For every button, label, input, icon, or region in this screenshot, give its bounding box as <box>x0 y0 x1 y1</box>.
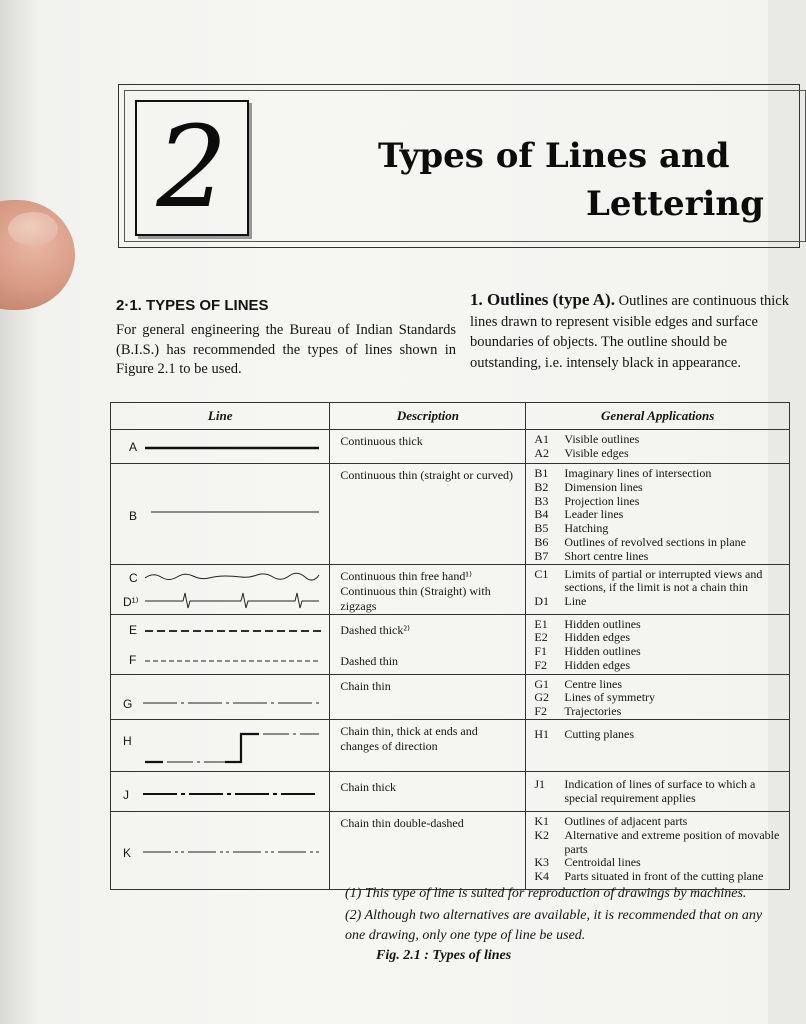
description-text: Continuous thin free hand¹⁾ <box>340 568 472 583</box>
section-paragraph: For general engineering the Bureau of Indian Standards (B.I.S.) has recommended the types of lines shown in Figure 2.1 to be used. <box>116 322 456 377</box>
line-types-table <box>110 402 790 890</box>
applications-list <box>526 720 789 742</box>
line-cell <box>111 719 330 771</box>
description-text: Chain thin <box>340 678 391 693</box>
header-applications: General Applications <box>526 403 790 430</box>
app-item <box>534 495 789 509</box>
applications-list <box>526 430 789 461</box>
app-code: B1 <box>534 466 549 480</box>
app-text: Projection lines <box>564 493 640 508</box>
app-item <box>534 659 789 673</box>
app-item <box>534 522 789 536</box>
table-header-row <box>111 403 790 430</box>
app-code: D1 <box>534 594 550 609</box>
description-text: Continuous thin (straight or curved) <box>340 468 514 482</box>
applications-list <box>526 772 789 806</box>
line-sample-k <box>141 846 321 858</box>
line-label: G <box>123 696 133 711</box>
chapter-title-line2: Lettering <box>586 184 764 224</box>
line-sample-b <box>143 506 321 518</box>
line-cell <box>111 464 330 565</box>
app-code: B6 <box>534 534 549 549</box>
line-cell <box>111 564 330 614</box>
outlines-text: Outlines are continuous thick lines drawn to represent visible edges and surface boundaries of objects. The outline should be outstanding, i.e. intensely black in appearance. <box>470 293 789 371</box>
app-item <box>534 631 789 645</box>
app-text: Hidden outlines <box>564 644 641 659</box>
line-label: H <box>123 733 132 748</box>
app-text: Hidden edges <box>564 630 631 645</box>
line-sample-h <box>141 726 323 770</box>
description-cell <box>330 564 526 614</box>
table-row <box>111 719 790 771</box>
description-cell <box>330 811 526 889</box>
app-item <box>534 481 789 495</box>
app-item <box>534 829 789 857</box>
outlines-paragraph <box>470 290 790 373</box>
app-code: K3 <box>534 855 550 870</box>
app-code: E1 <box>534 616 548 631</box>
figure-caption: Fig. 2.1 : Types of lines <box>376 948 512 963</box>
app-text: Parts situated in front of the cutting plane <box>564 869 764 884</box>
app-code: A1 <box>534 432 550 446</box>
app-text: Alternative and extreme position of movable parts <box>564 827 780 856</box>
app-code: F2 <box>534 657 548 672</box>
description-text: Continuous thin (Straight) with zigzags <box>340 583 491 613</box>
line-label: J <box>123 787 129 802</box>
applications-cell <box>526 464 790 565</box>
applications-list <box>526 812 789 884</box>
app-text: Leader lines <box>564 507 624 522</box>
line-label: A <box>129 440 138 454</box>
description-text: Dashed thick²⁾ <box>340 622 410 637</box>
table-row <box>111 674 790 719</box>
app-text: Cutting planes <box>564 726 635 741</box>
line-sample-e <box>143 625 323 637</box>
header-description: Description <box>330 403 526 430</box>
app-text: Lines of symmetry <box>564 690 656 705</box>
app-text: Centroidal lines <box>564 855 641 870</box>
chapter-number-box <box>135 100 249 236</box>
description-cell <box>330 464 526 565</box>
app-text: Hatching <box>564 521 609 536</box>
chapter-number: 2 <box>156 103 228 233</box>
description-text: Chain thin double-dashed <box>340 815 464 830</box>
line-label: F <box>129 652 137 667</box>
applications-cell <box>526 564 790 614</box>
app-text: Imaginary lines of intersection <box>564 466 712 480</box>
app-text: Outlines of revolved sections in plane <box>564 534 746 549</box>
app-item <box>534 618 789 632</box>
app-item <box>534 678 789 692</box>
line-cell <box>111 430 330 464</box>
applications-cell <box>526 674 790 719</box>
applications-cell <box>526 614 790 674</box>
app-code: G2 <box>534 690 550 705</box>
table-row <box>111 464 790 565</box>
app-code: G1 <box>534 676 550 691</box>
line-label: C <box>129 570 138 585</box>
description-cell <box>330 614 526 674</box>
app-text: Visible outlines <box>564 432 640 446</box>
app-text: Limits of partial or interrupted views and sections, if the limit is not a chain thin <box>564 566 763 595</box>
applications-cell <box>526 430 790 464</box>
app-code: E2 <box>534 630 548 645</box>
applications-cell <box>526 771 790 811</box>
line-sample-f <box>143 655 323 667</box>
app-code: B4 <box>534 507 549 522</box>
app-item <box>534 550 789 564</box>
chapter-title-line1: Types of Lines and <box>378 136 730 176</box>
table-row <box>111 811 790 889</box>
app-text: Dimension lines <box>564 479 643 494</box>
header-line: Line <box>111 403 330 430</box>
app-code: J1 <box>534 776 546 791</box>
app-item <box>534 705 789 719</box>
fingernail-photo-artifact <box>8 212 58 246</box>
app-item <box>534 508 789 522</box>
app-code: F2 <box>534 704 548 719</box>
description-text: Chain thin, thick at ends and changes of direction <box>340 723 478 753</box>
app-item <box>534 691 789 705</box>
table-row <box>111 564 790 614</box>
applications-cell <box>526 719 790 771</box>
applications-list <box>526 675 789 719</box>
description-cell <box>330 430 526 464</box>
app-item <box>534 536 789 550</box>
app-item <box>534 568 789 596</box>
description-cell <box>330 719 526 771</box>
line-cell <box>111 771 330 811</box>
app-text: Line <box>564 594 587 609</box>
app-item <box>534 447 789 461</box>
line-sample-c <box>143 569 321 583</box>
app-text: Hidden outlines <box>564 616 641 631</box>
app-code: F1 <box>534 644 548 659</box>
table-row <box>111 430 790 464</box>
app-item <box>534 856 789 870</box>
section-heading: 2·1. TYPES OF LINES <box>116 297 269 314</box>
line-label: D¹⁾ <box>123 594 139 609</box>
description-cell <box>330 674 526 719</box>
app-code: C1 <box>534 566 549 581</box>
app-text: Visible edges <box>564 445 629 460</box>
applications-list <box>526 615 789 673</box>
description-text: Continuous thick <box>340 434 423 448</box>
app-item <box>534 778 789 806</box>
description-text-group <box>330 565 525 614</box>
app-code: K4 <box>534 869 550 884</box>
description-text: Dashed thin <box>340 653 399 668</box>
description-cell <box>330 771 526 811</box>
app-item <box>534 595 789 609</box>
app-code: H1 <box>534 726 550 741</box>
table-row <box>111 614 790 674</box>
app-item <box>534 645 789 659</box>
line-sample-d <box>143 589 321 609</box>
description-text-group <box>330 615 525 669</box>
line-label: B <box>129 509 138 523</box>
app-code: K1 <box>534 813 550 828</box>
line-label: K <box>123 845 132 860</box>
app-code: B5 <box>534 521 549 536</box>
line-sample-j <box>141 788 321 800</box>
app-item <box>534 815 789 829</box>
app-text: Hidden edges <box>564 657 631 672</box>
app-code: B3 <box>534 493 549 508</box>
footnote-1: (1) This type of line is suited for reproduction of drawings by machines. <box>345 886 747 901</box>
applications-list <box>526 565 789 609</box>
app-item <box>534 433 789 447</box>
app-code: B2 <box>534 479 549 494</box>
app-code: K2 <box>534 827 550 842</box>
line-cell <box>111 811 330 889</box>
app-code: B7 <box>534 548 549 563</box>
line-label: E <box>129 622 138 637</box>
app-text: Centre lines <box>564 676 623 691</box>
app-text: Trajectories <box>564 704 622 719</box>
table-row <box>111 771 790 811</box>
app-text: Short centre lines <box>564 548 649 563</box>
applications-list <box>526 464 789 564</box>
applications-cell <box>526 811 790 889</box>
outlines-heading: 1. Outlines (type A). <box>470 290 615 309</box>
line-sample-g <box>141 697 321 709</box>
app-item <box>534 870 789 884</box>
line-cell <box>111 614 330 674</box>
app-item <box>534 728 789 742</box>
app-item <box>534 467 789 481</box>
app-code: A2 <box>534 445 550 460</box>
line-cell <box>111 674 330 719</box>
description-text: Chain thick <box>340 779 397 794</box>
line-sample-a <box>143 442 321 454</box>
app-text: Outlines of adjacent parts <box>564 813 688 828</box>
app-text: Indication of lines of surface to which a special requirement applies <box>564 776 756 805</box>
footnote-2: (2) Although two alternatives are available, it is recommended that on any one drawing, only one type of line be used. <box>345 908 763 943</box>
